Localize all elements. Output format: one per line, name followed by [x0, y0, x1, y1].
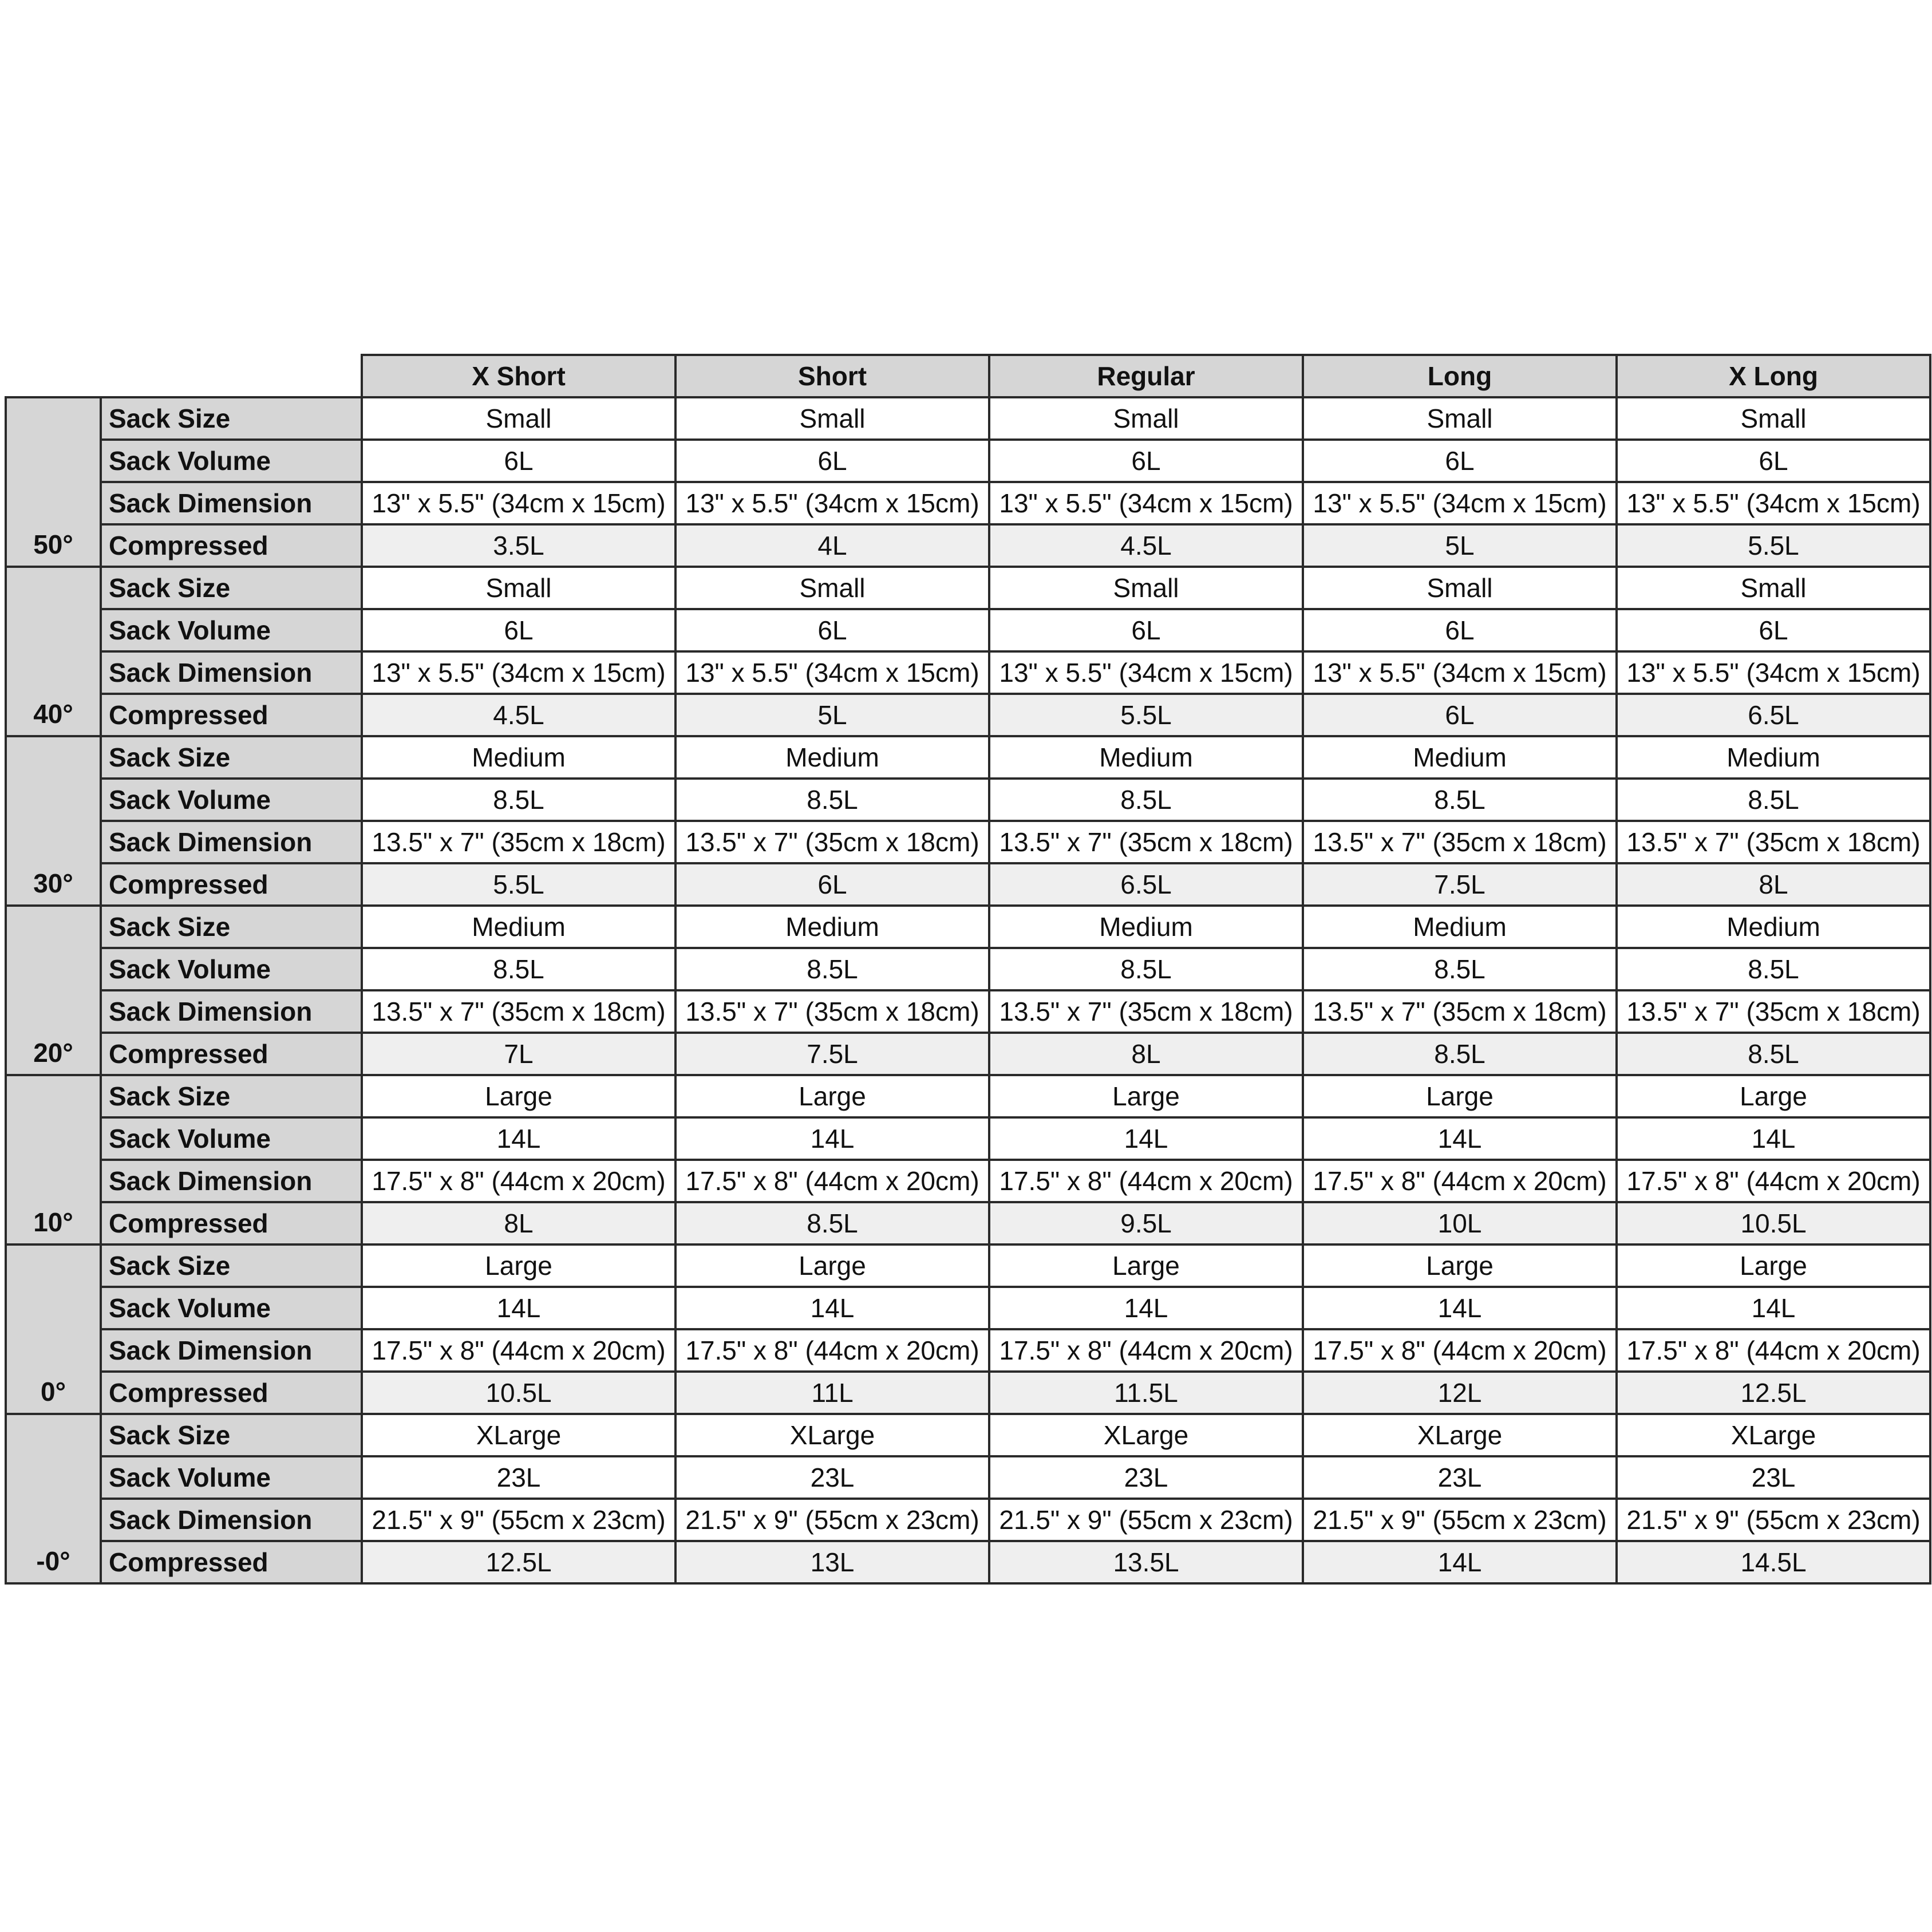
table-cell: 12L — [1303, 1372, 1617, 1414]
table-row — [6, 1202, 1930, 1244]
table-cell: 14.5L — [1617, 1541, 1930, 1583]
table-row — [6, 1287, 1930, 1329]
table-cell: 8.5L — [675, 1202, 989, 1244]
table-row — [6, 1541, 1930, 1583]
table-cell: Large — [362, 1075, 675, 1117]
table-cell: 7L — [362, 1033, 675, 1075]
table-cell: Small — [1303, 397, 1617, 440]
table-cell: Medium — [1617, 906, 1930, 948]
row-label-compressed: Compressed — [101, 1541, 362, 1583]
table-cell: 13" x 5.5" (34cm x 15cm) — [362, 482, 675, 524]
table-cell: Medium — [362, 906, 675, 948]
table-cell: 8.5L — [362, 948, 675, 990]
row-label-sack-dimension: Sack Dimension — [101, 1499, 362, 1541]
table-cell: Medium — [1303, 906, 1617, 948]
table-cell: Small — [675, 397, 989, 440]
table-cell: 6L — [989, 440, 1303, 482]
table-cell: 8.5L — [675, 948, 989, 990]
row-label-sack-volume: Sack Volume — [101, 779, 362, 821]
row-label-sack-size: Sack Size — [101, 567, 362, 609]
temperature-rating-label: 40° — [6, 567, 101, 736]
table-cell: 23L — [1303, 1456, 1617, 1499]
table-cell: 8.5L — [362, 779, 675, 821]
row-label-sack-volume: Sack Volume — [101, 1287, 362, 1329]
row-label-compressed: Compressed — [101, 1033, 362, 1075]
row-label-sack-dimension: Sack Dimension — [101, 482, 362, 524]
table-row — [6, 1456, 1930, 1499]
table-row — [6, 1499, 1930, 1541]
table-cell: 13" x 5.5" (34cm x 15cm) — [675, 482, 989, 524]
table-cell: Medium — [989, 906, 1303, 948]
table-cell: Medium — [675, 906, 989, 948]
row-label-sack-volume: Sack Volume — [101, 948, 362, 990]
table-cell: 11L — [675, 1372, 989, 1414]
table-cell: 6L — [362, 609, 675, 651]
table-cell: 11.5L — [989, 1372, 1303, 1414]
table-cell: Large — [1303, 1075, 1617, 1117]
table-cell: Medium — [362, 736, 675, 779]
sack-size-table — [5, 354, 1931, 1585]
table-cell: Small — [989, 397, 1303, 440]
temperature-rating-label: 20° — [6, 906, 101, 1075]
row-label-sack-volume: Sack Volume — [101, 609, 362, 651]
table-row — [6, 567, 1930, 609]
table-row — [6, 990, 1930, 1033]
table-cell: 6L — [675, 440, 989, 482]
table-row — [6, 651, 1930, 694]
table-cell: 13.5" x 7" (35cm x 18cm) — [675, 990, 989, 1033]
column-header-x-long: X Long — [1617, 355, 1930, 397]
row-label-sack-size: Sack Size — [101, 397, 362, 440]
table-cell: 6L — [1303, 609, 1617, 651]
table-cell: 4.5L — [362, 694, 675, 736]
table-cell: Small — [989, 567, 1303, 609]
table-cell: 6L — [362, 440, 675, 482]
table-cell: 21.5" x 9" (55cm x 23cm) — [675, 1499, 989, 1541]
table-cell: 17.5" x 8" (44cm x 20cm) — [362, 1160, 675, 1202]
column-header-short: Short — [675, 355, 989, 397]
column-header-regular: Regular — [989, 355, 1303, 397]
table-cell: Medium — [1303, 736, 1617, 779]
row-label-compressed: Compressed — [101, 863, 362, 906]
table-cell: 8L — [362, 1202, 675, 1244]
table-cell: 7.5L — [675, 1033, 989, 1075]
table-cell: 13L — [675, 1541, 989, 1583]
table-cell: 8.5L — [1303, 1033, 1617, 1075]
table-cell: 13.5L — [989, 1541, 1303, 1583]
table-cell: 14L — [989, 1287, 1303, 1329]
table-cell: 23L — [675, 1456, 989, 1499]
table-cell: 5.5L — [1617, 524, 1930, 567]
table-cell: 5L — [675, 694, 989, 736]
table-cell: 17.5" x 8" (44cm x 20cm) — [1303, 1160, 1617, 1202]
table-row — [6, 1075, 1930, 1117]
table-cell: 14L — [362, 1287, 675, 1329]
table-cell: 8.5L — [1617, 779, 1930, 821]
table-cell: 17.5" x 8" (44cm x 20cm) — [1617, 1160, 1930, 1202]
temperature-rating-label: 50° — [6, 397, 101, 567]
table-cell: Large — [1617, 1075, 1930, 1117]
table-cell: 12.5L — [362, 1541, 675, 1583]
table-cell: 23L — [989, 1456, 1303, 1499]
table-cell: 12.5L — [1617, 1372, 1930, 1414]
table-cell: 13.5" x 7" (35cm x 18cm) — [1303, 821, 1617, 863]
row-label-sack-volume: Sack Volume — [101, 440, 362, 482]
table-cell: 9.5L — [989, 1202, 1303, 1244]
table-cell: XLarge — [989, 1414, 1303, 1456]
table-cell: 13.5" x 7" (35cm x 18cm) — [362, 990, 675, 1033]
table-cell: 6L — [1617, 609, 1930, 651]
table-cell: 13.5" x 7" (35cm x 18cm) — [1303, 990, 1617, 1033]
table-cell: Large — [1617, 1244, 1930, 1287]
table-cell: 14L — [1303, 1117, 1617, 1160]
column-header-long: Long — [1303, 355, 1617, 397]
table-cell: 8.5L — [1303, 948, 1617, 990]
row-label-sack-size: Sack Size — [101, 1075, 362, 1117]
row-label-sack-dimension: Sack Dimension — [101, 1329, 362, 1372]
table-cell: 5.5L — [989, 694, 1303, 736]
table-cell: Small — [1303, 567, 1617, 609]
table-cell: Medium — [675, 736, 989, 779]
row-label-sack-volume: Sack Volume — [101, 1456, 362, 1499]
table-row — [6, 821, 1930, 863]
table-cell: 10L — [1303, 1202, 1617, 1244]
table-cell: 8.5L — [1617, 1033, 1930, 1075]
row-label-sack-size: Sack Size — [101, 1414, 362, 1456]
table-cell: 10.5L — [1617, 1202, 1930, 1244]
table-cell: 13" x 5.5" (34cm x 15cm) — [362, 651, 675, 694]
table-cell: 8L — [989, 1033, 1303, 1075]
table-cell: 23L — [362, 1456, 675, 1499]
table-cell: Small — [362, 397, 675, 440]
table-cell: 13" x 5.5" (34cm x 15cm) — [1303, 482, 1617, 524]
table-cell: 17.5" x 8" (44cm x 20cm) — [1617, 1329, 1930, 1372]
table-cell: Large — [989, 1244, 1303, 1287]
row-label-compressed: Compressed — [101, 1372, 362, 1414]
table-cell: 14L — [1303, 1287, 1617, 1329]
row-label-sack-size: Sack Size — [101, 736, 362, 779]
corner-blank — [6, 355, 362, 397]
table-row — [6, 1160, 1930, 1202]
table-row — [6, 1329, 1930, 1372]
table-cell: Medium — [989, 736, 1303, 779]
table-cell: 6.5L — [989, 863, 1303, 906]
table-cell: Large — [989, 1075, 1303, 1117]
table-cell: 21.5" x 9" (55cm x 23cm) — [362, 1499, 675, 1541]
row-label-compressed: Compressed — [101, 1202, 362, 1244]
row-label-sack-dimension: Sack Dimension — [101, 821, 362, 863]
table-cell: XLarge — [362, 1414, 675, 1456]
table-row — [6, 397, 1930, 440]
table-row — [6, 863, 1930, 906]
table-cell: 17.5" x 8" (44cm x 20cm) — [989, 1160, 1303, 1202]
table-cell: 17.5" x 8" (44cm x 20cm) — [989, 1329, 1303, 1372]
table-cell: 14L — [1617, 1287, 1930, 1329]
table-row — [6, 524, 1930, 567]
table-cell: 21.5" x 9" (55cm x 23cm) — [989, 1499, 1303, 1541]
table-cell: 23L — [1617, 1456, 1930, 1499]
table-row — [6, 948, 1930, 990]
temperature-rating-label: 30° — [6, 736, 101, 906]
table-cell: 17.5" x 8" (44cm x 20cm) — [675, 1329, 989, 1372]
table-cell: 13.5" x 7" (35cm x 18cm) — [1617, 821, 1930, 863]
table-row — [6, 906, 1930, 948]
table-cell: 14L — [362, 1117, 675, 1160]
table-cell: 14L — [1617, 1117, 1930, 1160]
table-cell: 13.5" x 7" (35cm x 18cm) — [989, 821, 1303, 863]
table-row — [6, 736, 1930, 779]
table-cell: 7.5L — [1303, 863, 1617, 906]
table-cell: 4L — [675, 524, 989, 567]
table-cell: XLarge — [1303, 1414, 1617, 1456]
row-label-compressed: Compressed — [101, 524, 362, 567]
table-cell: 6.5L — [1617, 694, 1930, 736]
table-cell: 8L — [1617, 863, 1930, 906]
table-cell: 3.5L — [362, 524, 675, 567]
table-cell: Large — [675, 1075, 989, 1117]
table-cell: 4.5L — [989, 524, 1303, 567]
table-row — [6, 1244, 1930, 1287]
table-cell: 21.5" x 9" (55cm x 23cm) — [1617, 1499, 1930, 1541]
table-cell: 13" x 5.5" (34cm x 15cm) — [1303, 651, 1617, 694]
table-row — [6, 694, 1930, 736]
table-cell: Large — [675, 1244, 989, 1287]
table-cell: 6L — [675, 609, 989, 651]
table-cell: 6L — [1303, 694, 1617, 736]
table-cell: 13" x 5.5" (34cm x 15cm) — [989, 651, 1303, 694]
row-label-sack-size: Sack Size — [101, 906, 362, 948]
table-cell: 13" x 5.5" (34cm x 15cm) — [1617, 482, 1930, 524]
table-cell: 10.5L — [362, 1372, 675, 1414]
table-cell: Small — [1617, 567, 1930, 609]
table-cell: 6L — [1303, 440, 1617, 482]
row-label-sack-dimension: Sack Dimension — [101, 990, 362, 1033]
table-cell: 6L — [1617, 440, 1930, 482]
table-cell: 8.5L — [989, 779, 1303, 821]
header-row — [6, 355, 1930, 397]
table-row — [6, 1033, 1930, 1075]
table-cell: 8.5L — [989, 948, 1303, 990]
table-cell: 14L — [989, 1117, 1303, 1160]
table-cell: Large — [1303, 1244, 1617, 1287]
temperature-rating-label: 10° — [6, 1075, 101, 1244]
table-cell: 17.5" x 8" (44cm x 20cm) — [362, 1329, 675, 1372]
table-cell: 13" x 5.5" (34cm x 15cm) — [1617, 651, 1930, 694]
table-row — [6, 440, 1930, 482]
table-cell: 13" x 5.5" (34cm x 15cm) — [675, 651, 989, 694]
table-cell: Large — [362, 1244, 675, 1287]
row-label-sack-dimension: Sack Dimension — [101, 651, 362, 694]
row-label-sack-size: Sack Size — [101, 1244, 362, 1287]
table-row — [6, 1117, 1930, 1160]
table-cell: 13.5" x 7" (35cm x 18cm) — [1617, 990, 1930, 1033]
table-row — [6, 1372, 1930, 1414]
table-cell: Medium — [1617, 736, 1930, 779]
table-cell: 21.5" x 9" (55cm x 23cm) — [1303, 1499, 1617, 1541]
table-cell: 13" x 5.5" (34cm x 15cm) — [989, 482, 1303, 524]
table-cell: 13.5" x 7" (35cm x 18cm) — [675, 821, 989, 863]
table-cell: XLarge — [1617, 1414, 1930, 1456]
table-cell: 8.5L — [1617, 948, 1930, 990]
temperature-rating-label: 0° — [6, 1244, 101, 1414]
table-cell: XLarge — [675, 1414, 989, 1456]
table-cell: 13.5" x 7" (35cm x 18cm) — [989, 990, 1303, 1033]
temperature-rating-label: -0° — [6, 1414, 101, 1583]
table-row — [6, 609, 1930, 651]
table-cell: Small — [362, 567, 675, 609]
row-label-sack-volume: Sack Volume — [101, 1117, 362, 1160]
table-cell: 14L — [675, 1287, 989, 1329]
table-row — [6, 1414, 1930, 1456]
table-cell: 17.5" x 8" (44cm x 20cm) — [675, 1160, 989, 1202]
row-label-compressed: Compressed — [101, 694, 362, 736]
table-cell: 8.5L — [1303, 779, 1617, 821]
table-cell: 6L — [675, 863, 989, 906]
table-cell: 14L — [675, 1117, 989, 1160]
table-cell: Small — [675, 567, 989, 609]
table-cell: 14L — [1303, 1541, 1617, 1583]
table-row — [6, 779, 1930, 821]
table-cell: 5.5L — [362, 863, 675, 906]
table-cell: 8.5L — [675, 779, 989, 821]
table-cell: Small — [1617, 397, 1930, 440]
table-cell: 13.5" x 7" (35cm x 18cm) — [362, 821, 675, 863]
column-header-x-short: X Short — [362, 355, 675, 397]
table-cell: 17.5" x 8" (44cm x 20cm) — [1303, 1329, 1617, 1372]
table-cell: 5L — [1303, 524, 1617, 567]
row-label-sack-dimension: Sack Dimension — [101, 1160, 362, 1202]
table-row — [6, 482, 1930, 524]
table-cell: 6L — [989, 609, 1303, 651]
